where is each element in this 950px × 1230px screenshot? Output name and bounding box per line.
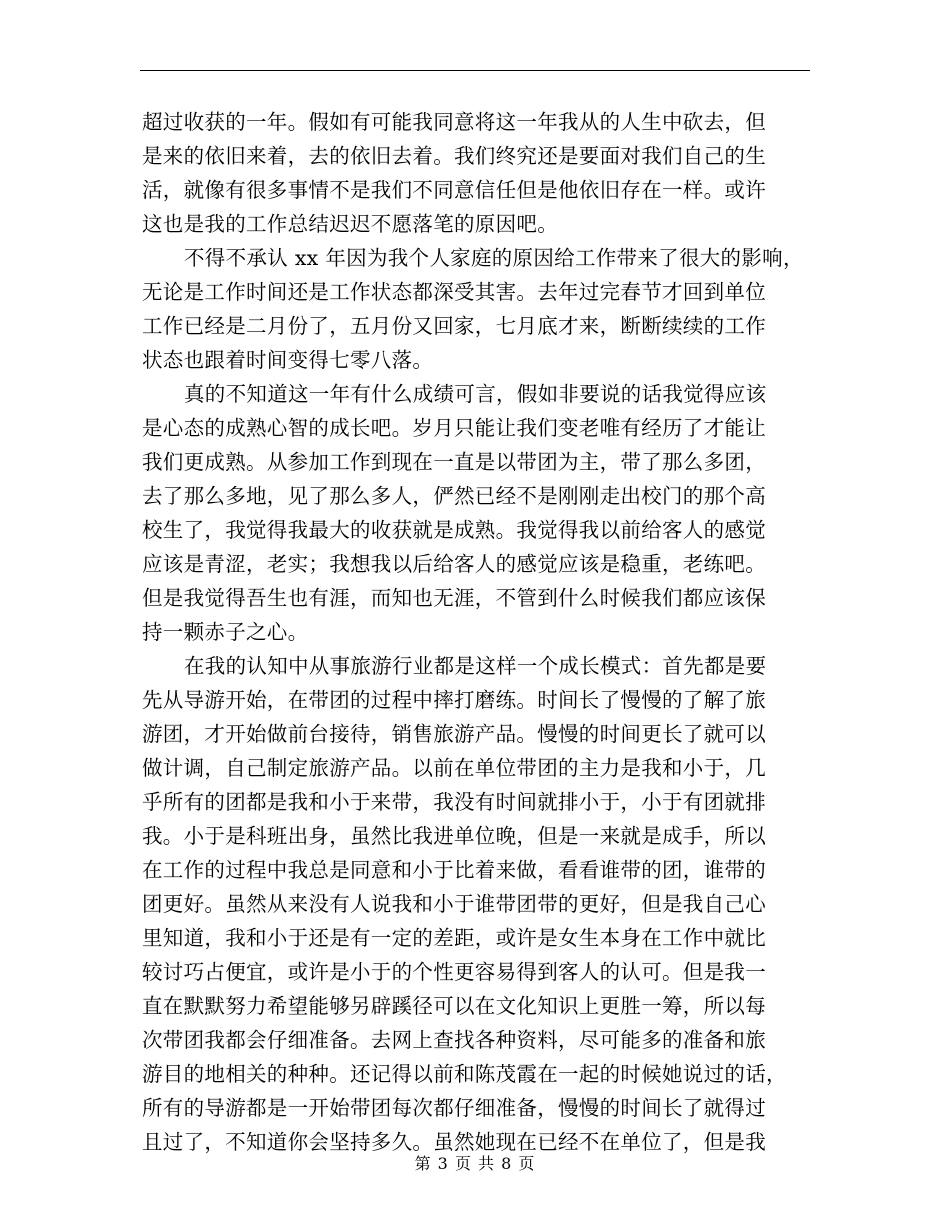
text-line: 先从导游开始，在带团的过程中摔打磨练。时间长了慢慢的了解了旅 [142,688,766,712]
text-line: 我们更成熟。从参加工作到现在一直是以带团为主，带了那么多团， [142,450,766,474]
text-line: 应该是青涩，老实；我想我以后给客人的感觉应该是稳重，老练吧。 [142,552,766,576]
text-line: 次带团我都会仔细准备。去网上查找各种资料，尽可能多的准备和旅 [142,1028,766,1052]
text-line: 游目的地相关的种种。还记得以前和陈茂霞在一起的时候她说过的话， [142,1062,787,1086]
text-line: 真的不知道这一年有什么成绩可言，假如非要说的话我觉得应该 [184,382,767,406]
text-line: 持一颗赤子之心。 [142,620,309,644]
text-line: 活，就像有很多事情不是我们不同意信任但是他依旧存在一样。或许 [142,178,766,202]
text-line: 但是我觉得吾生也有涯，而知也无涯，不管到什么时候我们都应该保 [142,586,766,610]
text-line: 较讨巧占便宜，或许是小于的个性更容易得到客人的认可。但是我一 [142,960,766,984]
text-line: 去了那么多地，见了那么多人，俨然已经不是刚刚走出校门的那个高 [142,484,766,508]
page-number-footer: 第 3 页 共 8 页 [414,1154,536,1173]
text-line: 且过了，不知道你会坚持多久。虽然她现在已经不在单位了，但是我 [142,1130,766,1154]
text-line: 所有的导游都是一开始带团每次都仔细准备，慢慢的时间长了就得过 [142,1096,766,1120]
text-line: 无论是工作时间还是工作状态都深受其害。去年过完春节才回到单位 [142,280,766,304]
text-line: 校生了，我觉得我最大的收获就是成熟。我觉得我以前给客人的感觉 [142,518,766,542]
text-line: 不得不承认 xx 年因为我个人家庭的原因给工作带来了很大的影响， [184,246,804,270]
text-line: 里知道，我和小于还是有一定的差距，或许是女生本身在工作中就比 [142,926,766,950]
text-line: 直在默默努力希望能够另辟蹊径可以在文化知识上更胜一筹，所以每 [142,994,766,1018]
text-line: 超过收获的一年。假如有可能我同意将这一年我从的人生中砍去，但 [142,110,766,134]
text-line: 我。小于是科班出身，虽然比我进单位晚，但是一来就是成手，所以 [142,824,766,848]
text-line: 乎所有的团都是我和小于来带，我没有时间就排小于，小于有团就排 [142,790,766,814]
text-line: 是来的依旧来着，去的依旧去着。我们终究还是要面对我们自己的生 [142,144,766,168]
text-line: 工作已经是二月份了，五月份又回家，七月底才来，断断续续的工作 [142,314,766,338]
text-line: 团更好。虽然从来没有人说我和小于谁带团带的更好，但是我自己心 [142,892,766,916]
text-line: 游团，才开始做前台接待，销售旅游产品。慢慢的时间更长了就可以 [142,722,766,746]
paragraph-2 [142,241,822,377]
paragraph-1 [142,105,822,241]
text-line: 在工作的过程中我总是同意和小于比着来做，看看谁带的团，谁带的 [142,858,766,882]
text-line: 做计调，自己制定旅游产品。以前在单位带团的主力是我和小于，几 [142,756,766,780]
text-line: 这也是我的工作总结迟迟不愿落笔的原因吧。 [142,212,558,236]
paragraph-4 [142,649,822,1159]
body-text [142,105,822,1159]
paragraph-3 [142,377,822,649]
text-line: 是心态的成熟心智的成长吧。岁月只能让我们变老唯有经历了才能让 [142,416,766,440]
text-line: 状态也跟着时间变得七零八落。 [142,348,434,372]
header-rule [140,70,810,71]
text-line: 在我的认知中从事旅游行业都是这样一个成长模式：首先都是要 [184,654,767,678]
